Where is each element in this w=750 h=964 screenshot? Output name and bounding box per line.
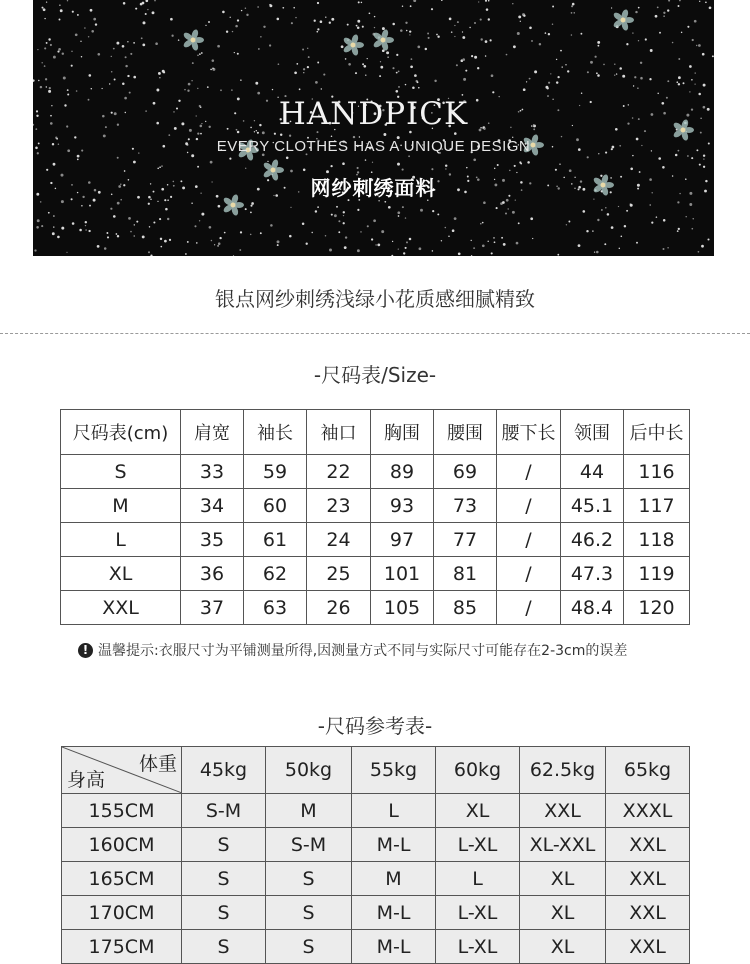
reference-chart-title: -尺码参考表- xyxy=(317,714,433,738)
recommended-size-cell: XL xyxy=(436,794,520,828)
measurement-cell: 61 xyxy=(244,523,307,557)
size-chart-row xyxy=(61,557,690,591)
banner-fabric-label: 网纱刺绣面料 xyxy=(310,176,437,200)
measurement-cell: 34 xyxy=(181,489,244,523)
measurement-cell: / xyxy=(497,557,561,591)
recommended-size-cell: L xyxy=(436,862,520,896)
tip-text: 温馨提示:衣服尺寸为平铺测量所得,因测量方式不同与实际尺寸可能存在2-3cm的误差 xyxy=(98,643,628,659)
exclamation-icon: ! xyxy=(78,643,93,658)
reference-row xyxy=(62,862,690,896)
reference-row xyxy=(62,828,690,862)
size-chart-header-cell: 袖口 xyxy=(307,410,371,455)
height-cell: 160CM xyxy=(62,828,182,862)
measurement-cell: 81 xyxy=(434,557,497,591)
measurement-cell: 46.2 xyxy=(561,523,624,557)
measurement-cell: / xyxy=(497,523,561,557)
recommended-size-cell: XL xyxy=(520,896,606,930)
measurement-cell: 119 xyxy=(624,557,690,591)
recommended-size-cell: XL xyxy=(520,930,606,964)
size-chart-table xyxy=(60,409,690,625)
measurement-cell: 97 xyxy=(371,523,434,557)
measurement-cell: 63 xyxy=(244,591,307,625)
size-label-cell: L xyxy=(61,523,181,557)
recommended-size-cell: S xyxy=(182,828,266,862)
size-label-cell: XXL xyxy=(61,591,181,625)
height-cell: 175CM xyxy=(62,930,182,964)
recommended-size-cell: XXXL xyxy=(606,794,690,828)
recommended-size-cell: M xyxy=(266,794,352,828)
measurement-cell: 37 xyxy=(181,591,244,625)
size-label-cell: XL xyxy=(61,557,181,591)
recommended-size-cell: XL-XXL xyxy=(520,828,606,862)
size-label-cell: S xyxy=(61,455,181,489)
measurement-cell: 45.1 xyxy=(561,489,624,523)
measurement-cell: 35 xyxy=(181,523,244,557)
recommended-size-cell: M-L xyxy=(352,896,436,930)
weight-header-cell: 45kg xyxy=(182,747,266,794)
recommended-size-cell: S xyxy=(266,930,352,964)
measurement-cell: / xyxy=(497,455,561,489)
size-reference-table xyxy=(61,746,690,964)
height-weight-corner-cell xyxy=(62,747,182,794)
height-axis-label: 身高 xyxy=(67,769,106,791)
weight-header-cell: 65kg xyxy=(606,747,690,794)
reference-row xyxy=(62,794,690,828)
recommended-size-cell: XXL xyxy=(606,862,690,896)
size-label-cell: M xyxy=(61,489,181,523)
measurement-cell: 85 xyxy=(434,591,497,625)
recommended-size-cell: M xyxy=(352,862,436,896)
size-chart-row xyxy=(61,591,690,625)
embroidered-flower-icon xyxy=(612,9,634,32)
banner-title: HANDPICK xyxy=(278,96,469,132)
size-chart-header-cell: 后中长 xyxy=(624,410,690,455)
size-chart-header-cell: 尺码表(cm) xyxy=(61,410,181,455)
dashed-divider xyxy=(0,333,750,334)
measurement-cell: 24 xyxy=(307,523,371,557)
size-chart-header-cell: 肩宽 xyxy=(181,410,244,455)
measurement-cell: 120 xyxy=(624,591,690,625)
recommended-size-cell: L-XL xyxy=(436,930,520,964)
recommended-size-cell: XXL xyxy=(606,896,690,930)
fabric-banner xyxy=(33,0,714,256)
recommended-size-cell: XXL xyxy=(606,930,690,964)
measurement-cell: 93 xyxy=(371,489,434,523)
recommended-size-cell: S xyxy=(182,896,266,930)
weight-header-cell: 62.5kg xyxy=(520,747,606,794)
recommended-size-cell: XXL xyxy=(606,828,690,862)
recommended-size-cell: S-M xyxy=(182,794,266,828)
banner-subtitle: EVERY CLOTHES HAS A UNIQUE DESIGN xyxy=(216,138,531,155)
recommended-size-cell: XL xyxy=(520,862,606,896)
measurement-cell: 62 xyxy=(244,557,307,591)
size-chart-header-cell: 胸围 xyxy=(371,410,434,455)
measurement-cell: 23 xyxy=(307,489,371,523)
measurement-cell: 36 xyxy=(181,557,244,591)
size-chart-row xyxy=(61,489,690,523)
size-chart-row xyxy=(61,455,690,489)
measurement-cell: 73 xyxy=(434,489,497,523)
reference-row xyxy=(62,930,690,964)
size-chart-header-cell: 袖长 xyxy=(244,410,307,455)
measurement-cell: 69 xyxy=(434,455,497,489)
size-chart-title: -尺码表/Size- xyxy=(313,363,437,387)
measurement-cell: 118 xyxy=(624,523,690,557)
measurement-cell: 60 xyxy=(244,489,307,523)
embroidered-flower-icon xyxy=(372,29,394,52)
reference-header-row xyxy=(62,747,690,794)
measurement-cell: 25 xyxy=(307,557,371,591)
measurement-cell: 33 xyxy=(181,455,244,489)
weight-header-cell: 55kg xyxy=(352,747,436,794)
measurement-cell: 44 xyxy=(561,455,624,489)
measurement-cell: 26 xyxy=(307,591,371,625)
recommended-size-cell: M-L xyxy=(352,828,436,862)
height-cell: 155CM xyxy=(62,794,182,828)
size-chart-header-cell: 腰下长 xyxy=(497,410,561,455)
weight-header-cell: 60kg xyxy=(436,747,520,794)
embroidered-flower-icon xyxy=(342,34,364,57)
height-cell: 170CM xyxy=(62,896,182,930)
measurement-cell: 89 xyxy=(371,455,434,489)
measurement-cell: 117 xyxy=(624,489,690,523)
measurement-cell: 105 xyxy=(371,591,434,625)
recommended-size-cell: M-L xyxy=(352,930,436,964)
recommended-size-cell: XXL xyxy=(520,794,606,828)
fabric-description: 银点网纱刺绣浅绿小花质感细腻精致 xyxy=(215,287,535,311)
measurement-cell: 101 xyxy=(371,557,434,591)
weight-header-cell: 50kg xyxy=(266,747,352,794)
recommended-size-cell: L-XL xyxy=(436,896,520,930)
recommended-size-cell: S-M xyxy=(266,828,352,862)
measurement-cell: / xyxy=(497,591,561,625)
recommended-size-cell: S xyxy=(182,930,266,964)
measurement-cell: 116 xyxy=(624,455,690,489)
recommended-size-cell: L-XL xyxy=(436,828,520,862)
size-chart-header-cell: 腰围 xyxy=(434,410,497,455)
size-chart-header-row xyxy=(61,410,690,455)
height-cell: 165CM xyxy=(62,862,182,896)
measurement-cell: / xyxy=(497,489,561,523)
measurement-cell: 47.3 xyxy=(561,557,624,591)
size-chart-header-cell: 领围 xyxy=(561,410,624,455)
recommended-size-cell: L xyxy=(352,794,436,828)
weight-axis-label: 体重 xyxy=(138,753,177,775)
measurement-cell: 59 xyxy=(244,455,307,489)
measurement-tip xyxy=(78,640,627,660)
recommended-size-cell: S xyxy=(182,862,266,896)
size-chart-row xyxy=(61,523,690,557)
embroidered-flower-icon xyxy=(182,29,204,52)
reference-row xyxy=(62,896,690,930)
measurement-cell: 77 xyxy=(434,523,497,557)
measurement-cell: 22 xyxy=(307,455,371,489)
recommended-size-cell: S xyxy=(266,862,352,896)
measurement-cell: 48.4 xyxy=(561,591,624,625)
recommended-size-cell: S xyxy=(266,896,352,930)
